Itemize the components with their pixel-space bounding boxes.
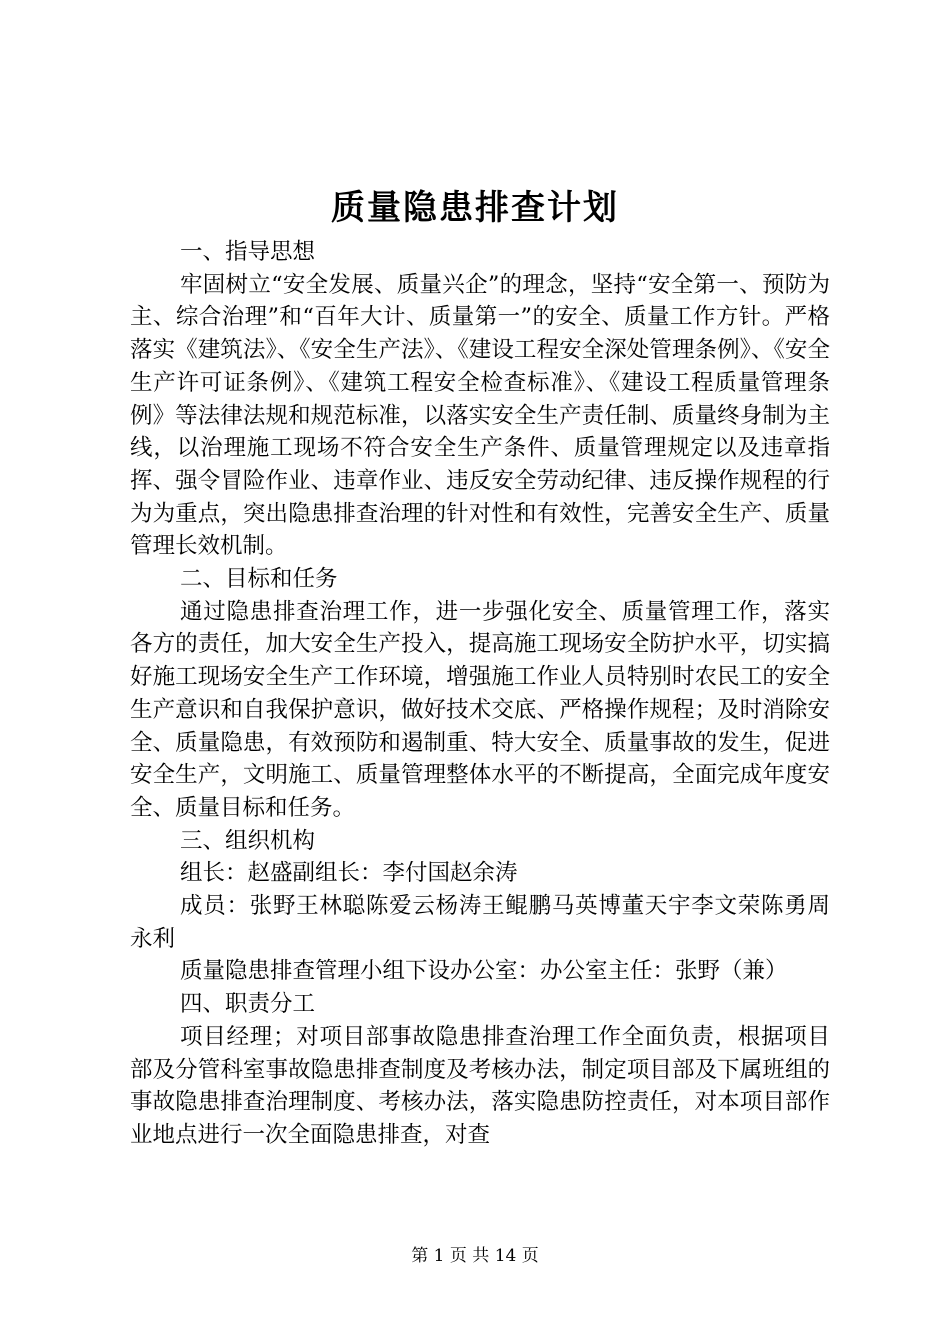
page-number-footer: 第 1 页 共 14 页 <box>411 1246 539 1266</box>
section-heading-goals-tasks: 二、目标和任务 <box>180 566 338 593</box>
paragraph-project-manager: 项目经理；对项目部事故隐患排查治理工作全面负责，根据项目部及分管科室事故隐患排查制度及考核办法，制定项目部及下属班组的事故隐患排查治理制度、考核办法，落实隐患防控责任，对本项目部作业地点进行一次全面隐患排查，对查 <box>130 1023 830 1148</box>
paragraph-goals-tasks: 通过隐患排查治理工作，进一步强化安全、质量管理工作，落实各方的责任，加大安全生产投入，提高施工现场安全防护水平，切实搞好施工现场安全生产工作环境，增强施工作业人员特别时农民工的安全生产意识和自我保护意识，做好技术交底、严格操作规程；及时消除安全、质量隐患，有效预防和遏制重、特大安全、质量事故的发生，促进安全生产，文明施工、质量管理整体水平的不断提高，全面完成年度安全、质量目标和任务。 <box>130 598 830 821</box>
document-body <box>130 236 830 1152</box>
paragraph-office: 质量隐患排查管理小组下设办公室：办公室主任：张野（兼） <box>180 958 788 985</box>
section-heading-duties: 四、职责分工 <box>180 991 316 1018</box>
section-heading-guiding-ideology: 一、指导思想 <box>180 239 316 265</box>
section-heading-organization: 三、组织机构 <box>180 827 316 854</box>
document-title: 质量隐患排查计划 <box>331 188 619 228</box>
paragraph-team-members: 成员：张野王林聪陈爱云杨涛王鲲鹏马英博董天宇李文荣陈勇周永利 <box>130 893 830 952</box>
paragraph-team-leaders: 组长：赵盛副组长：李付国赵余涛 <box>180 860 518 887</box>
paragraph-guiding-ideology: 牢固树立“安全发展、质量兴企”的理念，坚持“安全第一、预防为主、综合治理”和“百年大计、质量第一”的安全、质量工作方针。严格落实《建筑法》、《安全生产法》、《建设工程安全深处管理条例》、《安全生产许可证条例》、《建筑工程安全检查标准》、《建设工程质量管理条例》等法律法规和规范标准，以落实安全生产责任制、质量终身制为主线，以治理施工现场不符合安全生产条件、质量管理规定以及违章指挥、强令冒险作业、违章作业、违反安全劳动纪律、违反操作规程的行为为重点，突出隐患排查治理的针对性和有效性，完善安全生产、质量管理长效机制。 <box>130 271 830 560</box>
